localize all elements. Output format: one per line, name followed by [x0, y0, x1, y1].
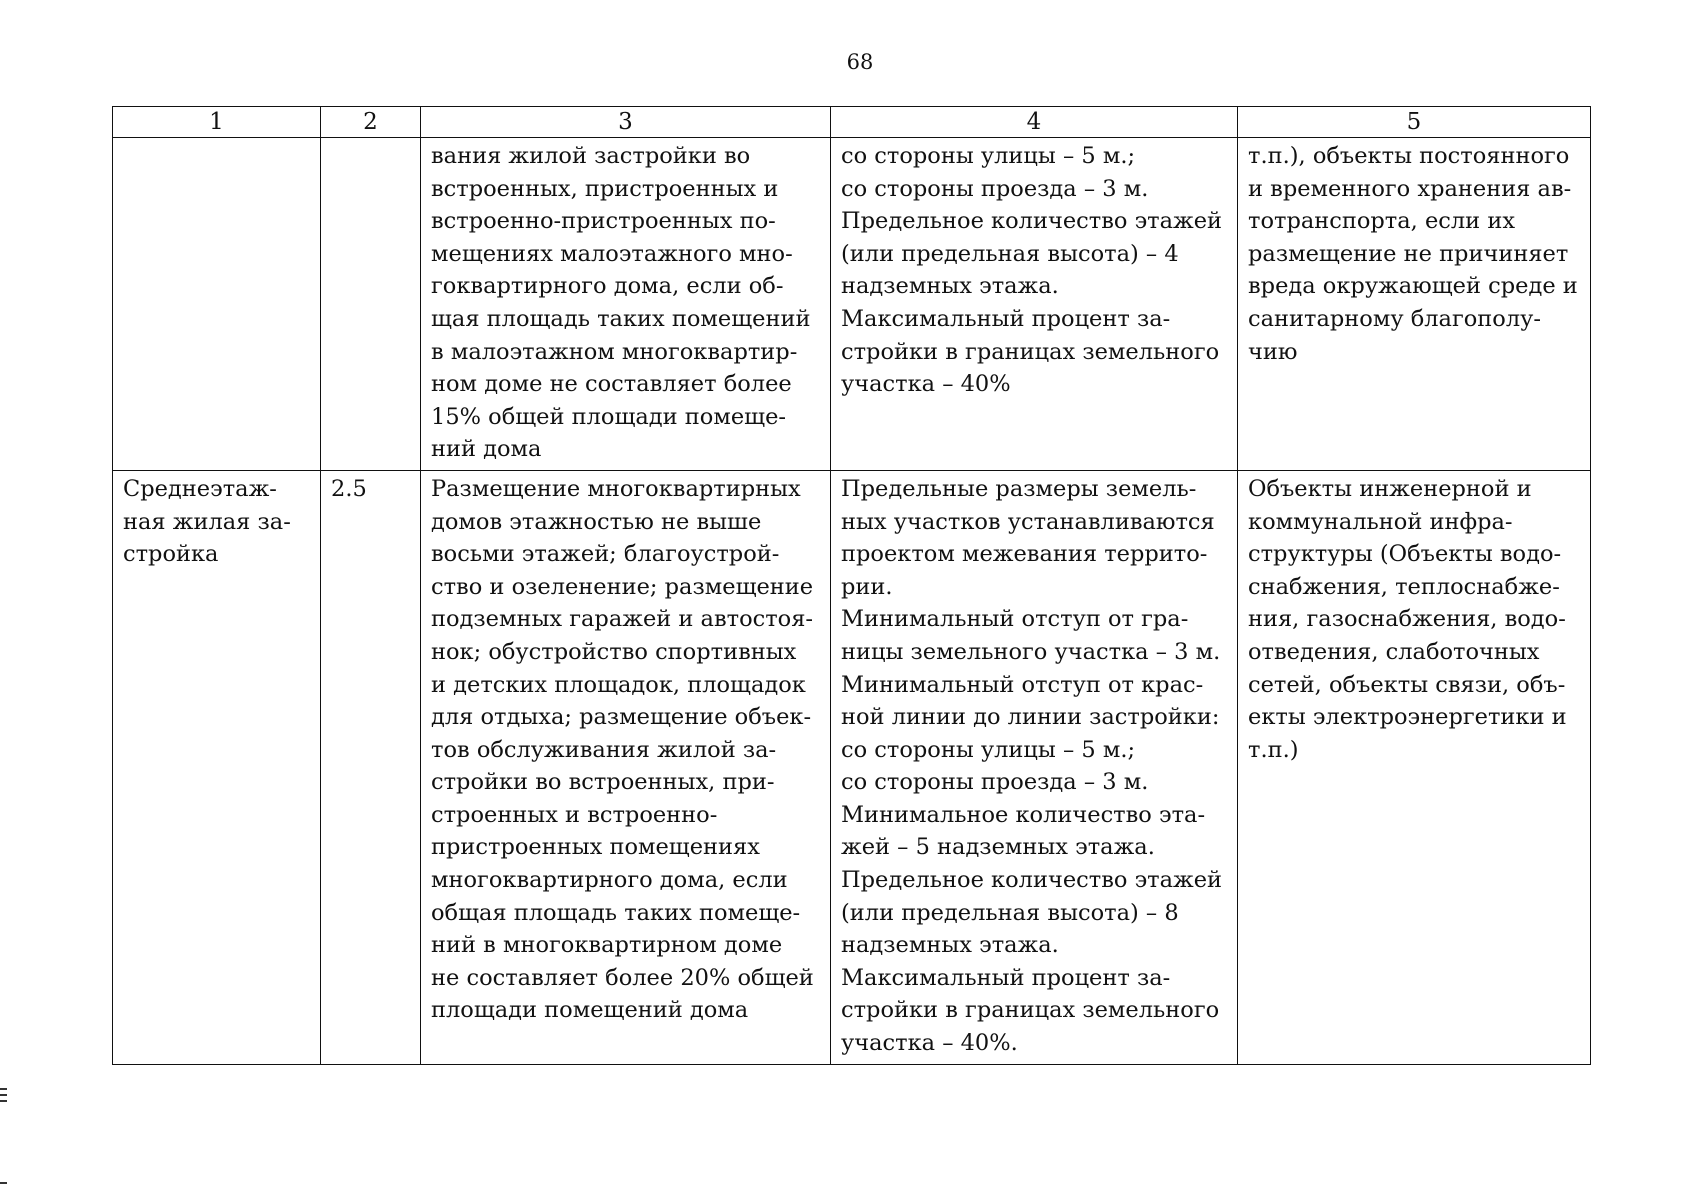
- use-code-cell: [321, 138, 421, 471]
- scan-edge-mark: [0, 1088, 7, 1090]
- scan-edge-mark: [0, 1094, 7, 1096]
- column-header: 4: [831, 107, 1238, 138]
- use-type-name-cell: Среднеэтаж- ная жилая за- стройка: [113, 470, 321, 1064]
- permitted-objects-cell: Объекты инженерной и коммунальной инфра- структуры (Объекты водо- снабжения, теплоснабже- ния, газоснабжения, водо- отведения, слаботочных сетей, объекты связи, объ- екты электроэнергетики и т.п.): [1238, 470, 1591, 1064]
- use-type-name-cell: [113, 138, 321, 471]
- parameters-cell: со стороны улицы – 5 м.; со стороны проезда – 3 м. Предельное количество этажей (или предельная высота) – 4 надземных этажа. Максимальный процент за- стройки в границах земельного участка – 40%: [831, 138, 1238, 471]
- scan-edge-mark: [0, 1182, 7, 1184]
- table-row: [113, 138, 1591, 471]
- page-number: 68: [846, 50, 874, 74]
- permitted-objects-cell: т.п.), объекты постоянного и временного хранения ав- тотранспорта, если их размещение не причиняет вреда окружающей среде и санитарному благополу- чию: [1238, 138, 1591, 471]
- parameters-cell: Предельные размеры земель- ных участков устанавливаются проектом межевания террито- рии. Минимальный отступ от гра- ницы земельного участка – 3 м. Минимальный отступ от крас- ной линии до линии застройки: со стороны улицы – 5 м.; со стороны проезда – 3 м. Минимальное количество эта- жей – 5 надземных этажа. Предельное количество этажей (или предельная высота) – 8 надземных этажа. Максимальный процент за- стройки в границах земельного участка – 40%.: [831, 470, 1238, 1064]
- column-header: 3: [421, 107, 831, 138]
- use-description-cell: вания жилой застройки во встроенных, пристроенных и встроенно-пристроенных по- мещениях малоэтажного мно- гоквартирного дома, если об- щая площадь таких помещений в малоэтажном многоквартир- ном доме не составляет более 15% общей площади помеще- ний дома: [421, 138, 831, 471]
- column-header: 5: [1238, 107, 1591, 138]
- use-code-cell: 2.5: [321, 470, 421, 1064]
- table-header-row: [113, 107, 1591, 138]
- scan-edge-mark: [0, 1100, 7, 1102]
- table-row: [113, 470, 1591, 1064]
- land-use-table: [112, 106, 1591, 1065]
- use-description-cell: Размещение многоквартирных домов этажностью не выше восьми этажей; благоустрой- ство и озеленение; размещение подземных гаражей и автостоя- нок; обустройство спортивных и детских площадок, площадок для отдыха; размещение объек- тов обслуживания жилой за- стройки во встроенных, при- строенных и встроенно- пристроенных помещениях многоквартирного дома, если общая площадь таких помеще- ний в многоквартирном доме не составляет более 20% общей площади помещений дома: [421, 470, 831, 1064]
- column-header: 1: [113, 107, 321, 138]
- column-header: 2: [321, 107, 421, 138]
